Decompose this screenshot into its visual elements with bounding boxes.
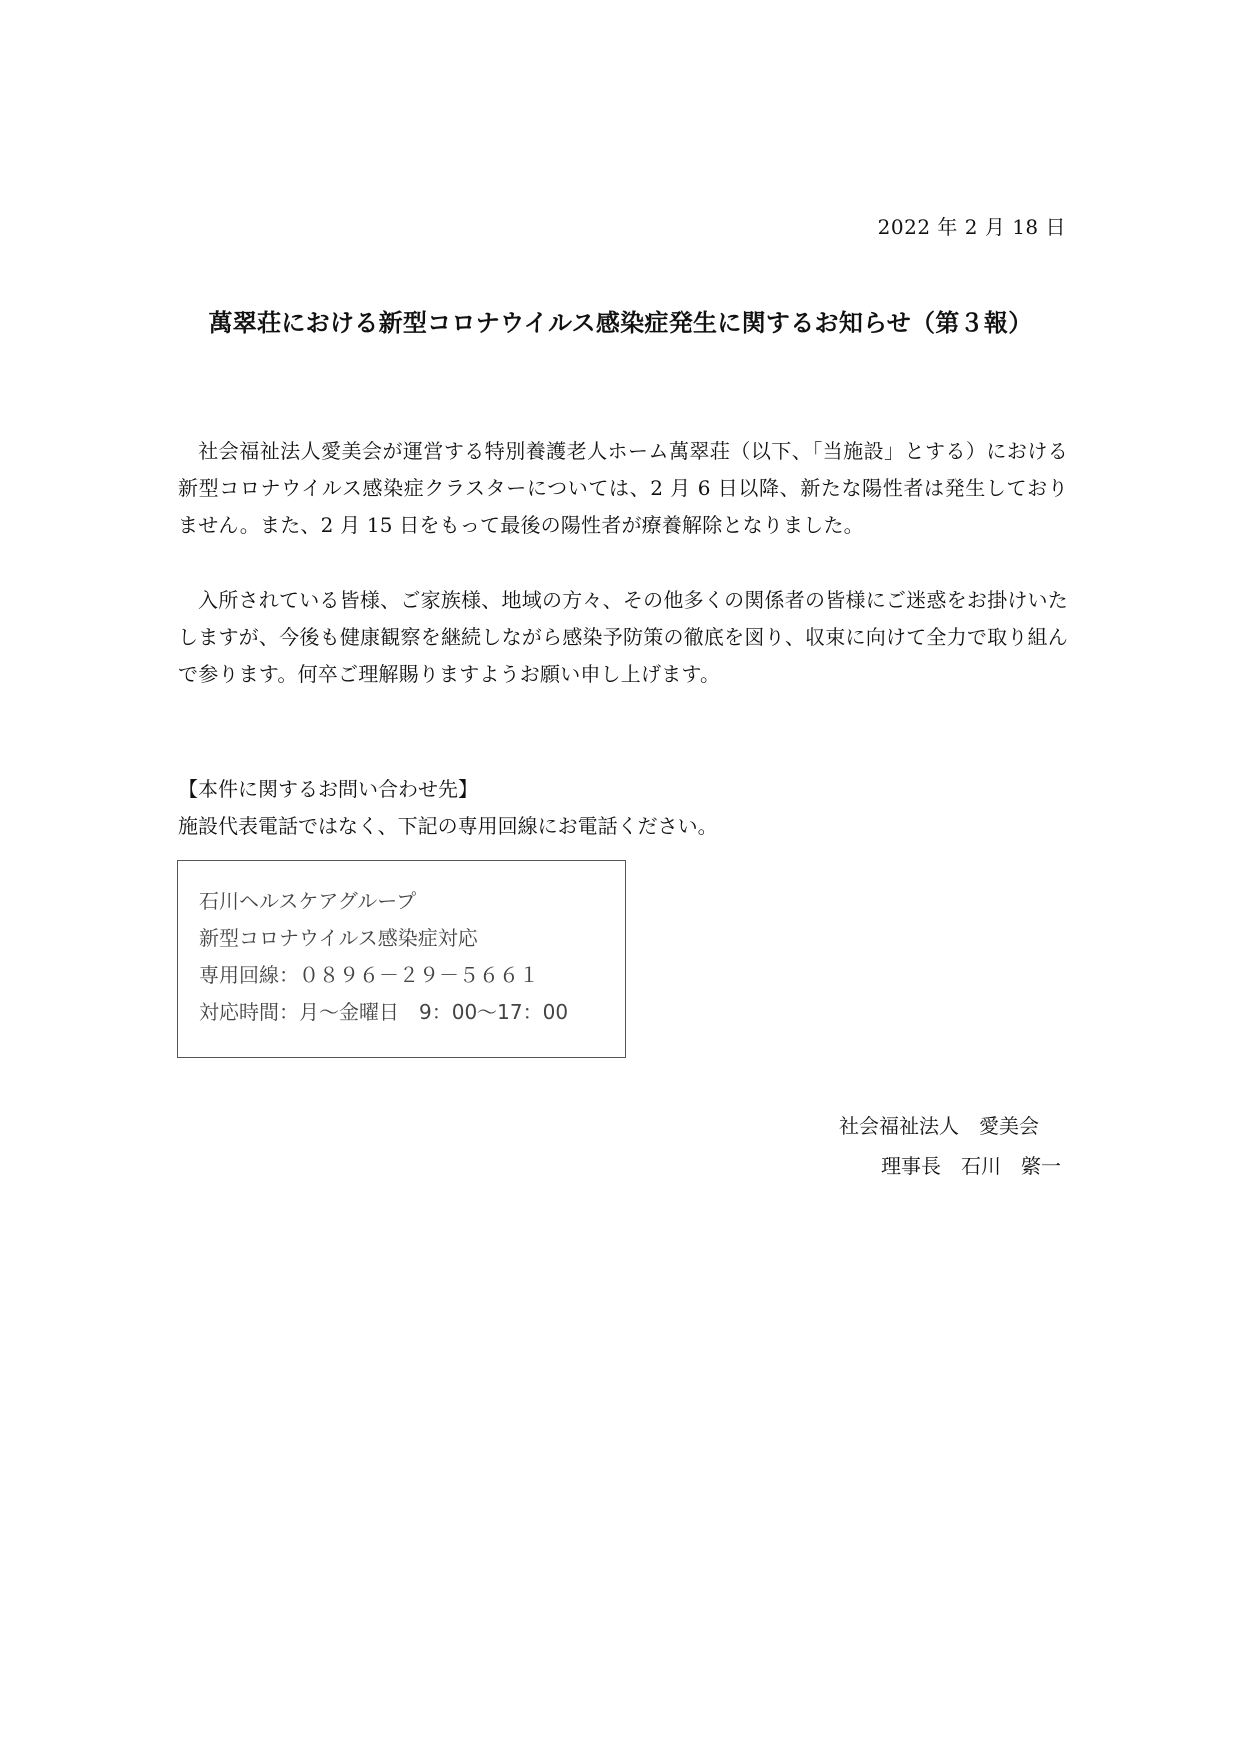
contact-heading: 【本件に関するお問い合わせ先】 xyxy=(178,777,478,801)
contact-phone: 専用回線：０８９６－２９－５６６１ xyxy=(199,963,539,987)
body-paragraph-1 xyxy=(178,433,1068,544)
contact-note: 施設代表電話ではなく、下記の専用回線にお電話ください。 xyxy=(178,814,718,838)
document-date: 2022 年 2 月 18 日 xyxy=(877,215,1066,239)
contact-hours: 対応時間：月～金曜日 9：00～17：00 xyxy=(199,1000,569,1024)
signature-person: 理事長 石川 綮一 xyxy=(881,1154,1061,1178)
contact-group-name: 石川ヘルスケアグループ xyxy=(199,889,417,913)
contact-department: 新型コロナウイルス感染症対応 xyxy=(199,926,478,950)
body-paragraph-2-text: 入所されている皆様、ご家族様、地域の方々、その他多くの関係者の皆様にご迷惑をお掛けいたしますが、今後も健康観察を継続しながら感染予防策の徹底を図り、収束に向けて全力で取り組んで参ります。何卒ご理解賜りますようお願い申し上げます。 xyxy=(178,588,1068,686)
signature-organization: 社会福祉法人 愛美会 xyxy=(839,1114,1039,1138)
document-title: 萬翠荘における新型コロナウイルス感染症発生に関するお知らせ（第３報） xyxy=(208,308,1033,337)
signature-block xyxy=(839,1106,1061,1186)
contact-box xyxy=(177,860,626,1058)
body-paragraph-1-text: 社会福祉法人愛美会が運営する特別養護老人ホーム萬翠荘（以下、「当施設」とする）における新型コロナウイルス感染症クラスターについては、2 月 6 日以降、新たな陽性者は発生しておりません。また、2 月 15 日をもって最後の陽性者が療養解除となりました。 xyxy=(178,439,1068,537)
body-paragraph-2 xyxy=(178,582,1068,693)
